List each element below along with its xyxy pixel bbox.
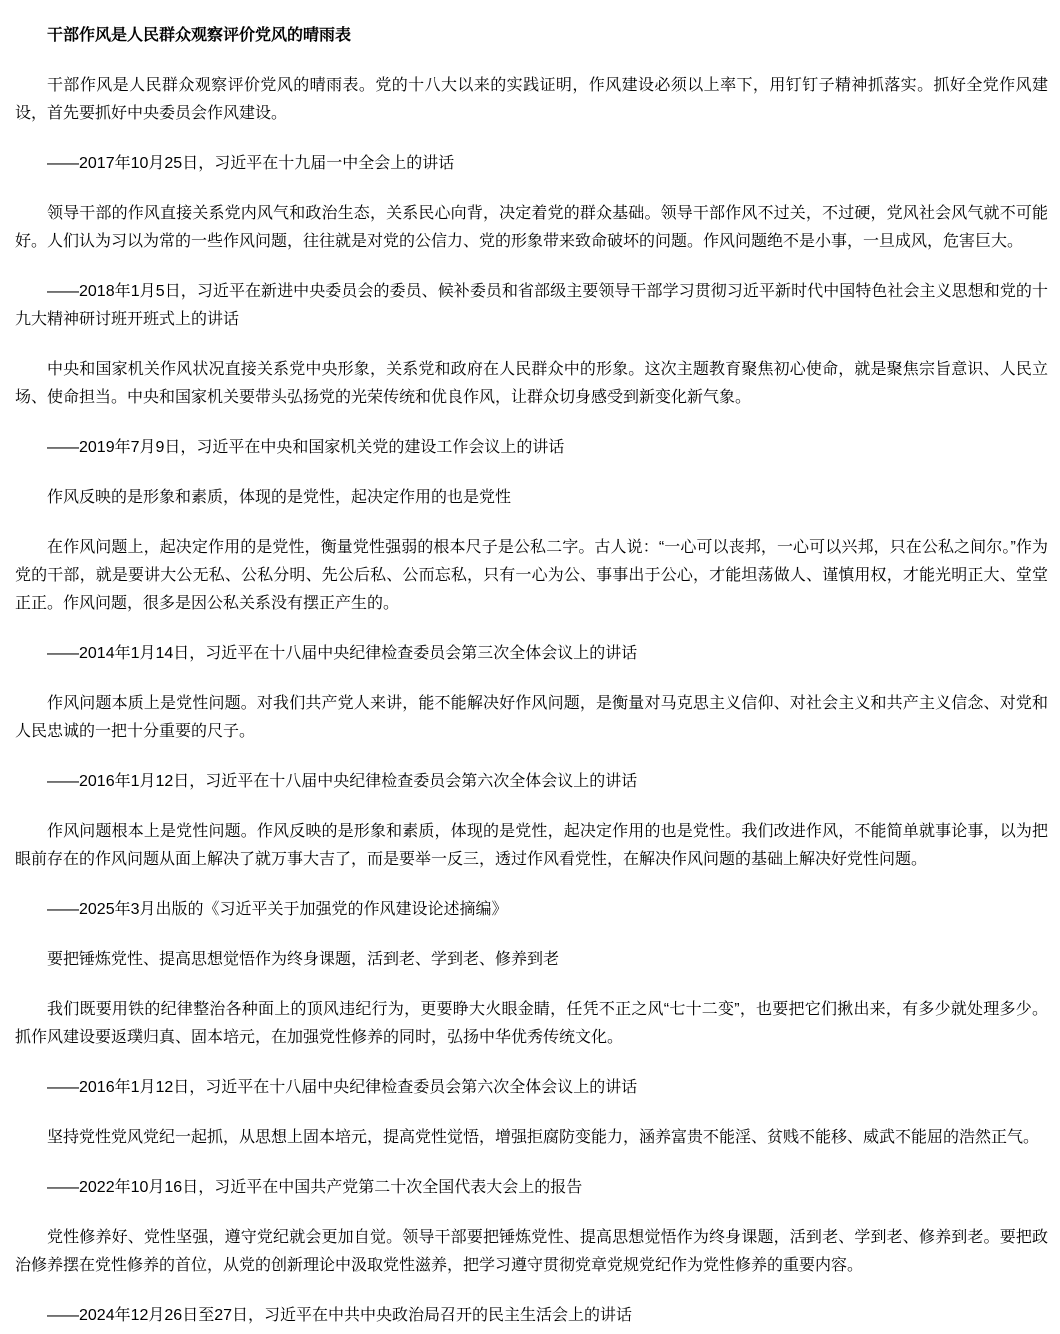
- attribution-line: ——2022年10月16日，习近平在中国共产党第二十次全国代表大会上的报告: [47, 1179, 583, 1196]
- attribution-line: ——2024年12月26日至27日，习近平在中共中央政治局召开的民主生活会上的讲话: [47, 1307, 632, 1324]
- quote-paragraph: 领导干部的作风直接关系党内风气和政治生态，关系民心向背，决定着党的群众基础。领导干部作风不过关，不过硬，党风社会风气就不可能好。人们认为习以为常的一些作风问题，往往就是对党的公信力、党的形象带来致命破坏的问题。作风问题绝不是小事，一旦成风，危害巨大。: [15, 205, 1048, 250]
- quote-paragraph: 在作风问题上，起决定作用的是党性，衡量党性强弱的根本尺子是公私二字。古人说：“一心可以丧邦，一心可以兴邦，只在公私之间尔。”作为党的干部，就是要讲大公无私、公私分明、先公后私、公而忘私，只有一心为公、事事出于公心，才能坦荡做人、谨慎用权，才能光明正大、堂堂正正。作风问题，很多是因公私关系没有摆正产生的。: [15, 539, 1048, 612]
- section-heading: 要把锤炼党性、提高思想觉悟作为终身课题，活到老、学到老、修养到老: [47, 951, 560, 968]
- attribution-line: ——2018年1月5日，习近平在新进中央委员会的委员、候补委员和省部级主要领导干部学习贯彻习近平新时代中国特色社会主义思想和党的十九大精神研讨班开班式上的讲话: [15, 283, 1048, 328]
- attribution-line: ——2025年3月出版的《习近平关于加强党的作风建设论述摘编》: [47, 901, 508, 918]
- document-title: 干部作风是人民群众观察评价党风的晴雨表: [47, 27, 352, 44]
- quote-paragraph: 我们既要用铁的纪律整治各种面上的顶风违纪行为，更要睁大火眼金睛，任凭不正之风“七十二变”，也要把它们揪出来，有多少就处理多少。抓作风建设要返璞归真、固本培元，在加强党性修养的同时，弘扬中华优秀传统文化。: [15, 1001, 1048, 1046]
- quote-paragraph: 中央和国家机关作风状况直接关系党中央形象，关系党和政府在人民群众中的形象。这次主题教育聚焦初心使命，就是聚焦宗旨意识、人民立场、使命担当。中央和国家机关要带头弘扬党的光荣传统和优良作风，让群众切身感受到新变化新气象。: [15, 361, 1048, 406]
- quote-paragraph: 党性修养好、党性坚强，遵守党纪就会更加自觉。领导干部要把锤炼党性、提高思想觉悟作为终身课题，活到老、学到老、修养到老。要把政治修养摆在党性修养的首位，从党的创新理论中汲取党性滋养，把学习遵守贯彻党章党规党纪作为党性修养的重要内容。: [15, 1229, 1048, 1274]
- attribution-line: ——2016年1月12日，习近平在十八届中央纪律检查委员会第六次全体会议上的讲话: [47, 773, 638, 790]
- attribution-line: ——2014年1月14日，习近平在十八届中央纪律检查委员会第三次全体会议上的讲话: [47, 645, 638, 662]
- quote-paragraph: 坚持党性党风党纪一起抓，从思想上固本培元，提高党性觉悟，增强拒腐防变能力，涵养富贵不能淫、贫贱不能移、威武不能屈的浩然正气。: [47, 1129, 1040, 1146]
- quote-paragraph: 作风问题根本上是党性问题。作风反映的是形象和素质，体现的是党性，起决定作用的也是党性。我们改进作风，不能简单就事论事，以为把眼前存在的作风问题从面上解决了就万事大吉了，而是要举一反三，透过作风看党性，在解决作风问题的基础上解决好党性问题。: [15, 823, 1048, 868]
- attribution-line: ——2019年7月9日，习近平在中央和国家机关党的建设工作会议上的讲话: [47, 439, 565, 456]
- quote-paragraph: 干部作风是人民群众观察评价党风的晴雨表。党的十八大以来的实践证明，作风建设必须以上率下，用钉钉子精神抓落实。抓好全党作风建设，首先要抓好中央委员会作风建设。: [15, 77, 1048, 122]
- quote-paragraph: 作风问题本质上是党性问题。对我们共产党人来讲，能不能解决好作风问题，是衡量对马克思主义信仰、对社会主义和共产主义信念、对党和人民忠诚的一把十分重要的尺子。: [15, 695, 1048, 740]
- attribution-line: ——2017年10月25日，习近平在十九届一中全会上的讲话: [47, 155, 455, 172]
- attribution-line: ——2016年1月12日，习近平在十八届中央纪律检查委员会第六次全体会议上的讲话: [47, 1079, 638, 1096]
- section-heading: 作风反映的是形象和素质，体现的是党性，起决定作用的也是党性: [47, 489, 512, 506]
